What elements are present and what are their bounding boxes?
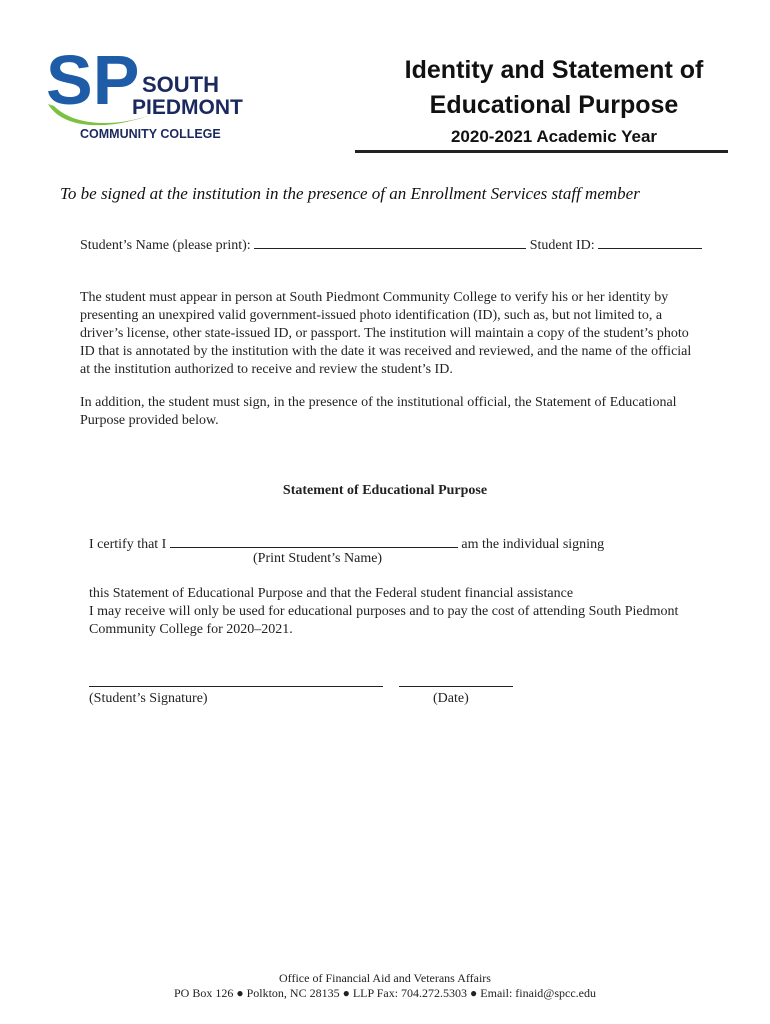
logo-word-community-college: COMMUNITY COLLEGE: [80, 127, 221, 141]
certify-suffix: am the individual signing: [461, 537, 605, 552]
college-logo: [44, 42, 244, 146]
page-title-line1: Identity and Statement of: [404, 56, 704, 84]
print-name-caption: (Print Student’s Name): [253, 551, 383, 566]
paragraph-line: driver’s license, other state-issued ID, or passport. The institution will maintain a copy of the student’s photo: [80, 326, 689, 341]
statement-line: this Statement of Educational Purpose and that the Federal student financial assistance: [89, 586, 574, 601]
signature-field[interactable]: [89, 686, 383, 687]
academic-year: 2020-2021 Academic Year: [450, 127, 658, 146]
certify-row: [89, 535, 749, 554]
statement-heading: Statement of Educational Purpose: [282, 483, 488, 498]
student-name-label: Student’s Name (please print):: [80, 238, 251, 253]
paragraph-line: Purpose provided below.: [80, 413, 219, 428]
paragraph-line: The student must appear in person at South Piedmont Community College to verify his or her identity by: [80, 290, 669, 305]
statement-body: [89, 585, 749, 639]
certify-prefix: I certify that I: [89, 537, 167, 552]
signature-requirement-paragraph: [80, 394, 750, 430]
date-caption: (Date): [433, 691, 469, 706]
page-title-line2: Educational Purpose: [429, 91, 679, 119]
logo-word-piedmont: PIEDMONT: [132, 96, 243, 119]
paragraph-line: ID that is annotated by the institution with the date it was received and reviewed, and the name of the official: [80, 344, 692, 359]
statement-line: I may receive will only be used for educational purposes and to pay the cost of attending South Piedmont: [89, 604, 679, 619]
signature-caption: (Student’s Signature): [89, 691, 208, 706]
student-name-field[interactable]: [254, 236, 526, 249]
paragraph-line: at the institution authorized to receive and review the student’s ID.: [80, 362, 453, 377]
logo-word-south: SOUTH: [142, 72, 219, 97]
student-id-label: Student ID:: [529, 238, 595, 253]
paragraph-line: In addition, the student must sign, in the presence of the institutional official, the Statement of Educational: [80, 395, 677, 410]
header-divider: [355, 150, 728, 153]
paragraph-line: presenting an unexpired valid government-issued photo identification (ID), such as, but not limited to, a: [80, 308, 663, 323]
print-name-field[interactable]: [170, 535, 458, 548]
student-id-field[interactable]: [598, 236, 702, 249]
signing-instruction: To be signed at the institution in the presence of an Enrollment Services staff member: [60, 184, 640, 203]
statement-line: Community College for 2020–2021.: [89, 622, 293, 637]
date-field[interactable]: [399, 686, 513, 687]
footer-office: Office of Financial Aid and Veterans Affairs: [279, 971, 491, 985]
identity-paragraph: [80, 289, 750, 379]
student-info-row: [80, 236, 740, 255]
logo-initials: SP: [46, 42, 140, 119]
footer-contact: PO Box 126 ● Polkton, NC 28135 ● LLP Fax: 704.272.5303 ● Email: finaid@spcc.edu: [173, 986, 596, 1000]
